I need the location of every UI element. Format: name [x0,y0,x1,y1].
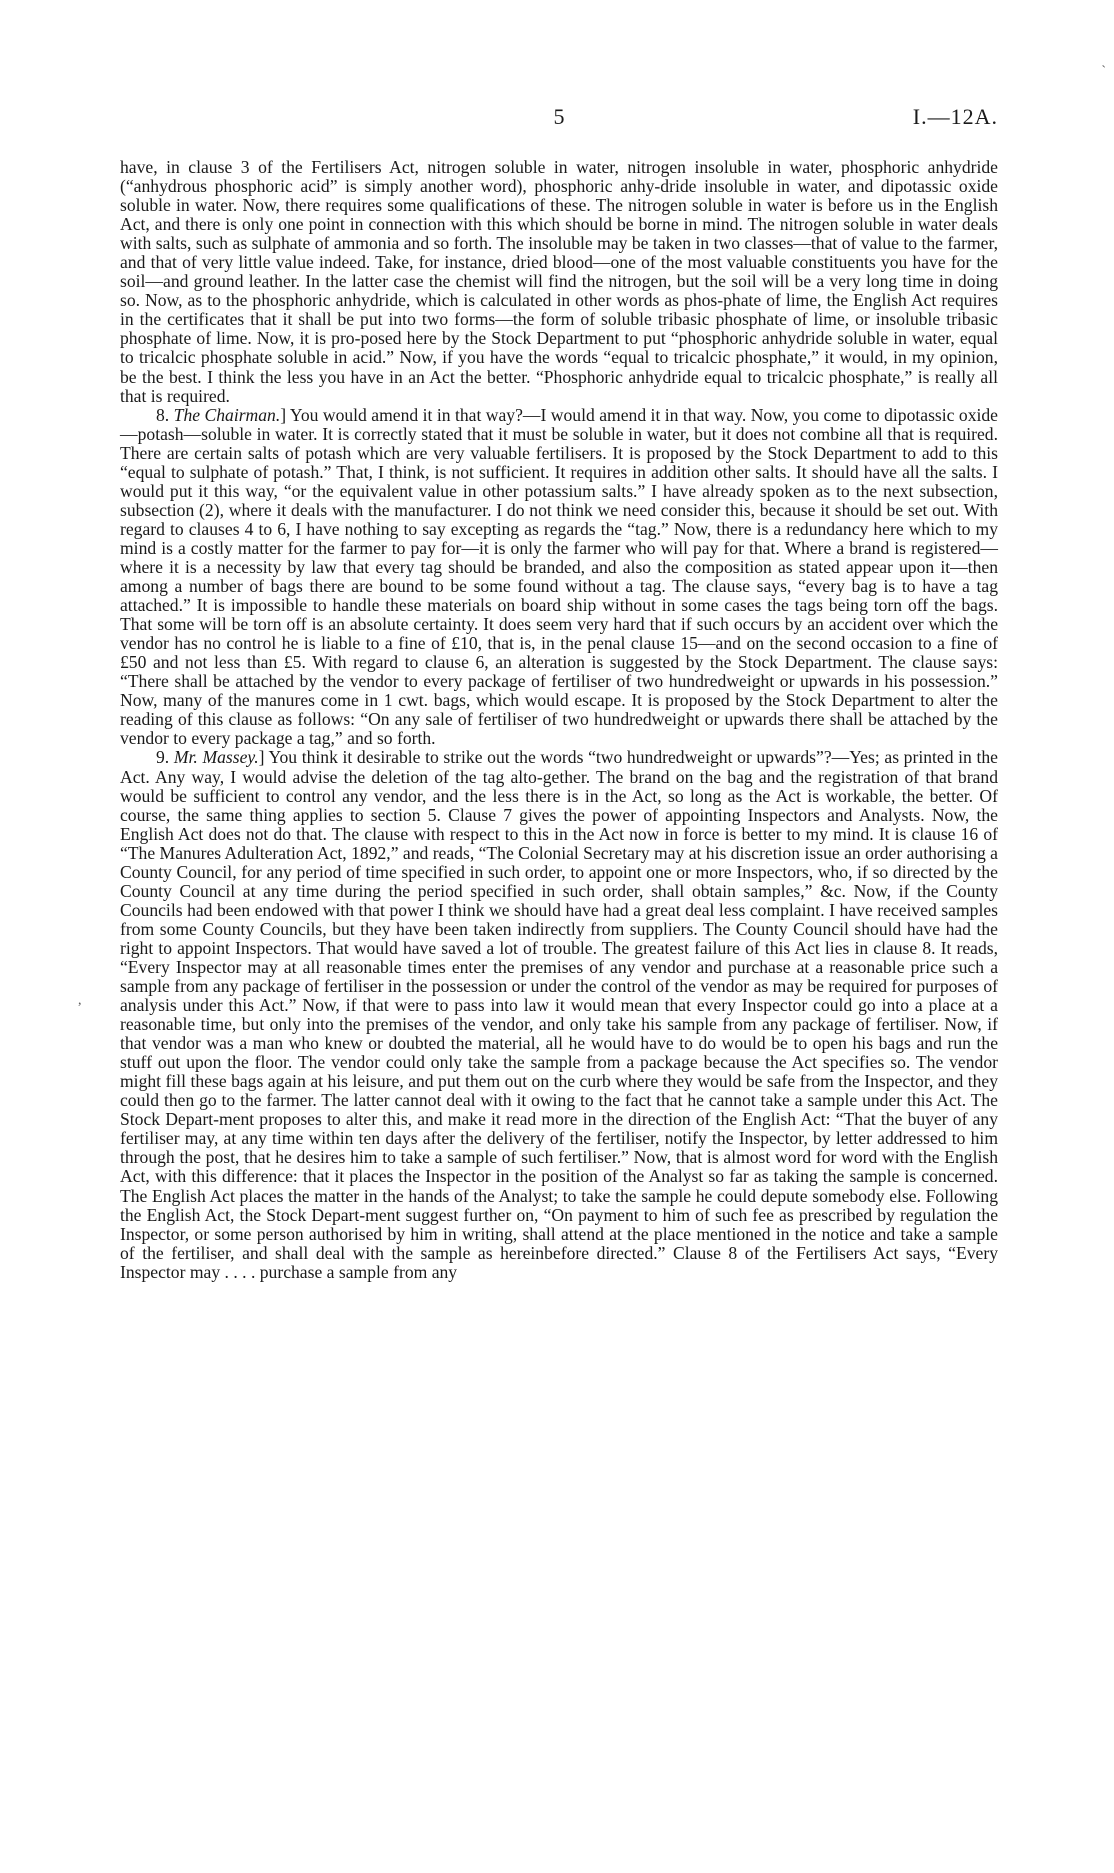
question-number: 8. [156,404,170,425]
page-header [120,104,998,134]
paragraph-text: ] You think it desirable to strike out the words “two hundredweight or upwards”?—Yes; as printed in the Act. Any way, I would advise the deletion of the tag alto-gether. The brand on the bag and the registration of that brand would be sufficient to control any vendor, and the less there is in the Act, so long as the Act is workable, the better. Of course, the same thing applies to section 5. Clause 7 gives the power of appointing Inspectors and Analysts. Now, the English Act does not do that. The clause with respect to this in the Act now in force is better to my mind. It is clause 16 of “The Manures Adulteration Act, 1892,” and reads, “The Colonial Secretary may at his discretion issue an order authorising a County Council, for any period of time specified in such order, to appoint one or more Inspectors, who, if so directed by the County Council at any time during the period specified in such order, shall obtain samples,” &c. Now, if the County Councils had been endowed with that power I think we should have had a great deal less complaint. I have received samples from some County Councils, but they have been taken indirectly from suppliers. The County Council should have had the right to appoint Inspectors. That would have saved a lot of trouble. The greatest failure of this Act lies in clause 8. It reads, “Every Inspector may at all reasonable times enter the premises of any vendor and purchase at a reasonable price such a sample from any package of fertiliser in the possession or under the control of the vendor as may be required for purposes of analysis under this Act.” Now, if that were to pass into law it would mean that every Inspector could go into a place at a reasonable time, but only into the premises of the vendor, and only take his sample from any package of fertiliser. Now, if that vendor was a man who knew or doubted the material, all he would have to do would be to open his bags and run the stuff out upon the floor. The vendor could only take the sample from a package because the Act specifies so. The vendor might fill these bags again at his leisure, and put them out on the curb where they would be safe from the Inspector, and they could then go to the farmer. The latter cannot deal with it owing to the fact that he cannot take a sample under this Act. The Stock Depart-ment proposes to alter this, and make it read more in the direction of the English Act: “That the buyer of any fertiliser may, at any time within ten days after the delivery of the fertiliser, notify the Inspector, by letter addressed to him through the post, that he desires him to take a sample of such fertiliser.” Now, that is almost word for word with the English Act, with this difference: that it places the Inspector in the position of the Analyst so far as taking the sample is concerned. The English Act places the matter in the hands of the Analyst; to take the sample he could depute somebody else. Following the English Act, the Stock Depart-ment suggest further on, “On payment to him of such fee as prescribed by regulation the Inspector, or some person authorised by him in writing, shall attend at the place mentioned in the notice and take a sample of the fertiliser, and shall deal with the sample as hereinbefore directed.” Clause 8 of the Fertilisers Act says, “Every Inspector may . . . . purchase a sample from any [120,747,998,1282]
paragraph-continuation [120,158,998,406]
page-number: 5 [553,104,565,129]
paragraph-text: ] You would amend it in that way?—I would amend it in that way. Now, you come to dipotassic oxide—potash—soluble in water. It is correctly stated that it must be soluble in water, but it does not combine all that is required. There are certain salts of potash which are very valuable fertilisers. It is proposed by the Stock Department to add to this “equal to sulphate of potash.” That, I think, is not sufficient. It requires in addition other salts. It should have all the salts. I would put it this way, “or the equivalent value in other potassium salts.” I have already spoken as to the next subsection, subsection (2), where it deals with the manufacturer. I do not think we need consider this, because it should be set out. With regard to clauses 4 to 6, I have nothing to say excepting as regards the “tag.” Now, there is a redundancy here which to my mind is a costly matter for the farmer to pay for—it is only the farmer who will pay for that. Where a brand is registered—where it is a necessity by law that every tag should be branded, and also the composition as stated appear upon it—then among a number of bags there are bound to be some found without a tag. The clause says, “every bag is to have a tag attached.” It is impossible to handle these materials on board ship without in some cases the tags being torn off the bags. That some will be torn off is an absolute certainty. It does seem very hard that if such occurs by an accident over which the vendor has no control he is liable to a fine of £10, that is, in the penal clause 15—and on the second occasion to a fine of £50 and not less than £5. With regard to clause 6, an alteration is suggested by the Stock Department. The clause says: “There shall be attached by the vendor to every package of fertiliser of two hundredweight or upwards in his possession.” Now, many of the manures come in 1 cwt. bags, which would escape. It is proposed by the Stock Department to alter the reading of this clause as follows: “On any sale of fertiliser of two hundredweight or upwards there shall be attached by the vendor to every package a tag,” and so forth. [120,404,998,749]
speaker-name: The Chairman. [173,404,281,425]
document-reference: I.—12A. [912,104,998,129]
speaker-name: Mr. Massey. [173,747,259,768]
stray-mark-top: ` [1101,64,1106,79]
question-number: 9. [156,747,170,768]
body-text [120,158,998,1282]
paragraph-question-8 [120,406,998,749]
stray-mark-margin: , [78,993,82,1008]
paragraph-text: have, in clause 3 of the Fertilisers Act, nitrogen soluble in water, nitrogen insoluble in water, phosphoric anhydride (“anhydrous phosphoric acid” is simply another word), phosphoric anhy-dride insoluble in water, and dipotassic oxide soluble in water. Now, there requires some qualifications of these. The nitrogen soluble in water is before us in the English Act, and there is only one point in connection with this which should be borne in mind. The nitrogen soluble in water deals with salts, such as sulphate of ammonia and so forth. The insoluble may be taken in two classes—that of value to the farmer, and that of very little value indeed. Take, for instance, dried blood—one of the most valuable constituents you have for the soil—and ground leather. In the latter case the chemist will find the nitrogen, but the soil will be a very long time in doing so. Now, as to the phosphoric anhydride, which is calculated in other words as phos-phate of lime, the English Act requires in the certificates that it shall be put into two forms—the form of soluble tribasic phosphate of lime, or insoluble tribasic phosphate of lime. Now, it is pro-posed here by the Stock Department to put “phosphoric anhydride soluble in water, equal to tricalcic phosphate soluble in acid.” Now, if you have the words “equal to tricalcic phosphate,” it would, in my opinion, be the best. I think the less you have in an Act the better. “Phosphoric anhydride equal to tricalcic phosphate,” is really all that is required. [120,157,998,406]
paragraph-question-9 [120,748,998,1281]
